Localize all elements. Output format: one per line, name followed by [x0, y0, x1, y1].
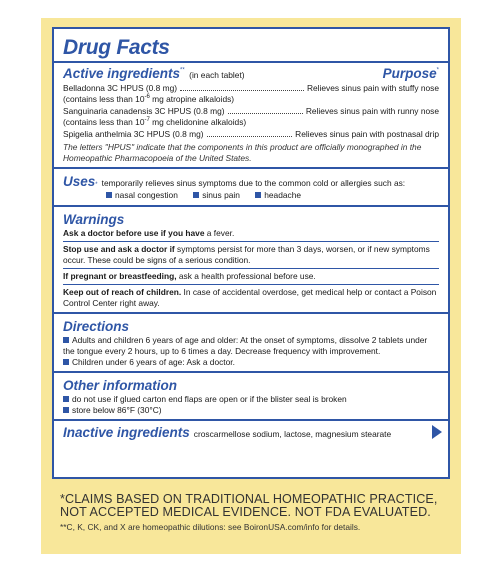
bullet-square-icon [63, 407, 69, 413]
ingredient-name: Belladonna 3C HPUS (0.8 mg) [63, 83, 178, 93]
dot-leader [180, 90, 304, 91]
list-item: nasal congestion [106, 190, 178, 200]
divider [63, 268, 439, 269]
dilution-footnote: **C, K, CK, and X are homeopathic dilutions: see BoironUSA.com/info for details. [60, 522, 361, 532]
ingredient-note: (contains less than $10^{-6}$ mg atropine alkaloids) [63, 94, 235, 104]
list-item: sinus pain [193, 190, 240, 200]
active-ingredients-section [54, 63, 448, 169]
warning-pregnant: If pregnant or breastfeeding, ask a health professional before use. [63, 271, 316, 281]
arrow-right-icon [432, 425, 442, 439]
bullet-square-icon [106, 192, 112, 198]
bullet-square-icon [63, 396, 69, 402]
drug-facts-title: Drug Facts [54, 29, 448, 63]
other-information-header: Other information [63, 378, 177, 393]
inactive-ingredients-section [54, 421, 448, 447]
uses-section: Uses * temporarily relieves sinus symptoms due to the common cold or allergies such as: nasal congestion sinus pain headache [54, 169, 448, 207]
hpus-note: The letters "HPUS" indicate that the components in this product are officially monographed in the Homeopathic Pharmacopoeia of the United States. [63, 142, 422, 163]
warning-ask-doctor: Ask a doctor before use if you have a fever. [63, 228, 235, 238]
active-ingredients-header: Active ingredients [63, 66, 181, 81]
ingredient-name: Sanguinaria canadensis 3C HPUS (0.8 mg) [63, 106, 225, 116]
warning-stop-use: Stop use and ask a doctor if symptoms persist for more than 3 days, worsen, or if new symptoms occur. These could be signs of a serious condition. [63, 244, 430, 265]
drug-facts-panel [52, 27, 450, 479]
warnings-section [54, 207, 448, 314]
ingredient-purpose: Relieves sinus pain with postnasal drip [295, 129, 439, 139]
purpose-header: Purpose [382, 66, 437, 81]
active-header-mark: ** [180, 67, 185, 74]
uses-header: Uses [63, 174, 96, 189]
inactive-ingredients-text: croscarmellose sodium, lactose, magnesium stearate [193, 429, 392, 439]
ingredient-note: (contains less than $10^{-7}$ mg chelidonine alkaloids) [63, 117, 247, 127]
directions-section [54, 314, 448, 373]
ingredient-list [63, 83, 439, 164]
dot-leader [228, 113, 303, 114]
claims-disclaimer: *CLAIMS BASED ON TRADITIONAL HOMEOPATHIC PRACTICE, NOT ACCEPTED MEDICAL EVIDENCE. NOT FDA EVALUATED. [60, 492, 438, 519]
divider [63, 241, 439, 242]
bullet-square-icon [255, 192, 261, 198]
warning-keep-out: Keep out of reach of children. In case of accidental overdose, get medical help or contact a Poison Control Center right away. [63, 287, 437, 308]
each-tablet-note: (in each tablet) [189, 70, 245, 80]
other-information-section [54, 373, 448, 421]
ingredient-row [63, 83, 439, 94]
purpose-header-mark: * [436, 67, 439, 74]
uses-text: temporarily relieves sinus symptoms due to the common cold or allergies such as: [101, 178, 406, 188]
ingredient-row [63, 106, 439, 117]
list-item: headache [255, 190, 301, 200]
bullet-square-icon [193, 192, 199, 198]
warnings-header: Warnings [63, 212, 125, 227]
dot-leader [207, 136, 293, 137]
ingredient-name: Spigelia anthelmia 3C HPUS (0.8 mg) [63, 129, 204, 139]
ingredient-row [63, 129, 439, 140]
uses-list [63, 190, 439, 201]
divider [63, 284, 439, 285]
bullet-square-icon [63, 359, 69, 365]
inactive-ingredients-header: Inactive ingredients [63, 425, 190, 440]
list-item: Children under 6 years of age: Ask a doctor. [63, 357, 439, 368]
list-item: store below 86°F (30°C) [63, 405, 439, 416]
ingredient-purpose: Relieves sinus pain with stuffy nose [306, 83, 439, 93]
list-item: Adults and children 6 years of age and older: At the onset of symptoms, dissolve 2 tablets under the tongue every 2 hours, up to 6 times a day. Decrease frequency with improvement. [63, 335, 428, 356]
ingredient-purpose: Relieves sinus pain with runny nose [305, 106, 439, 116]
list-item: do not use if glued carton end flaps are open or if the blister seal is broken [63, 394, 439, 405]
bullet-square-icon [63, 337, 69, 343]
directions-header: Directions [63, 319, 130, 334]
